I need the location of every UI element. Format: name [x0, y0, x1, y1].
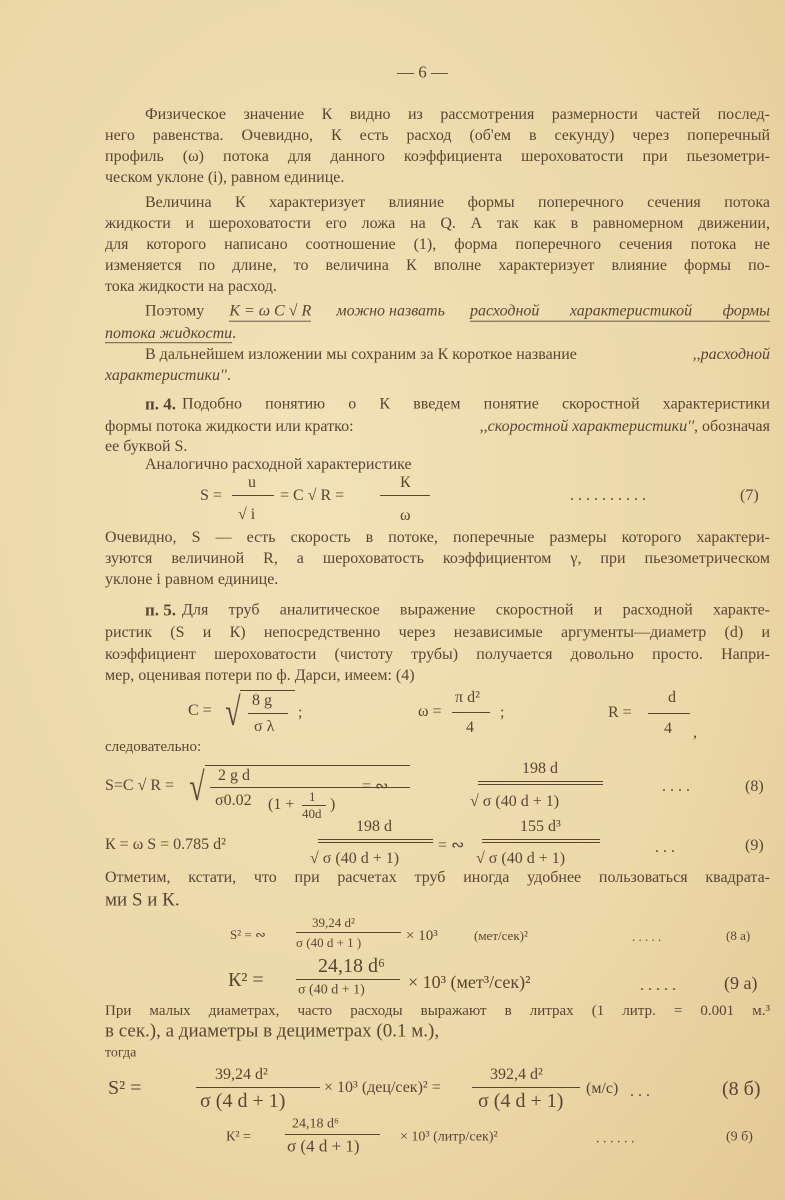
text: Подобно понятию о К введем понятие скоростной характеристики [182, 395, 770, 413]
paragraph-11-line: При малых диаметрах, часто расходы выражают в литрах (1 литр. = 0.001 м.³ [105, 1002, 770, 1019]
equation-label: (9 а) [724, 973, 758, 994]
eq-multiplier-unit: × 10³ (мет³/сек)² [408, 972, 531, 993]
eq-denominator: σ (4 d + 1) [287, 1136, 360, 1156]
eq-denominator: √ i [238, 506, 256, 524]
page-number: — 6 — [397, 62, 448, 82]
fraction-bar [318, 839, 433, 843]
text: Поэтому [145, 302, 205, 320]
fraction-bar [472, 1087, 580, 1088]
paragraph-10-line: ми S и К. [105, 889, 180, 911]
eq-numerator: π d² [455, 689, 480, 707]
eq-numerator: 8 g [252, 692, 272, 710]
eq-numerator: 155 d³ [520, 818, 561, 836]
eq-lhs: R = [608, 704, 632, 722]
paragraph-1-line: профиль (ω) потока для данного коэффициента шероховатости при пьезометри- [105, 148, 770, 166]
leader-dots: . . . . [662, 778, 690, 796]
paragraph-4-line [105, 367, 231, 385]
eq-multiplier: × 10³ [406, 927, 438, 944]
paragraph-5-line [145, 396, 770, 415]
fraction-bar [296, 932, 401, 933]
eq-numerator: d [668, 689, 676, 707]
equation-label: (8 б) [722, 1078, 761, 1100]
paragraph-2-line: изменяется по длине, то величина К вполне характеризует влияние формы по- [105, 257, 770, 275]
paragraph-3-line [105, 325, 236, 343]
eq-denominator: σ (40 d + 1) [298, 982, 365, 998]
separator: ; [298, 704, 303, 722]
text: В дальнейшем изложении мы сохраним за К короткое название [145, 346, 577, 364]
leader-dots: . . . [655, 839, 675, 857]
eq-denominator: ω [400, 507, 411, 525]
equation-label: (9 б) [726, 1129, 753, 1145]
paragraph-2-line: Величина К характеризует влияние формы поперечного сечения потока [145, 194, 770, 212]
radical-overline [240, 690, 295, 691]
separator: ; [500, 704, 505, 722]
eq-lhs: К² = [226, 1129, 251, 1145]
equation-label: (9) [745, 837, 764, 855]
fraction-bar [302, 805, 326, 806]
eq-denominator: ) [330, 796, 336, 814]
eq-denominator: σ (40 d + 1 ) [296, 934, 362, 950]
text: . [232, 325, 237, 343]
eq-unit: (мет/сек)² [474, 927, 528, 943]
section-number: п. 4. [145, 394, 177, 414]
paragraph-1-line: него равенства. Очевидно, К есть расход (об'ем в секунду) через поперечный [105, 127, 770, 145]
text: , обозначая [694, 418, 770, 436]
text: Для труб аналитическое выражение скоростной и расходной характе- [182, 601, 770, 619]
paragraph-7-line: зуются величиной R, а шероховатость коэффициентом γ, при пьезометрическом [105, 550, 770, 568]
eq-numerator: 39,24 d² [215, 1066, 268, 1084]
paragraph-10-line: Отметим, кстати, что при расчетах труб иногда удобнее пользоваться квадрата- [105, 869, 770, 887]
text: . [226, 367, 231, 385]
fraction-bar [452, 712, 490, 713]
eq-lhs: ω = [418, 703, 442, 721]
paragraph-8-line: коэффициент шероховатости (чистоту трубы) получается довольно просто. Напри- [105, 646, 770, 664]
paragraph-7-line: уклоне i равном единице. [105, 571, 279, 589]
italic-emphasis: расходной характеристикой формы [469, 302, 770, 320]
radical-overline [205, 765, 410, 766]
eq-denominator: 4 [466, 719, 474, 737]
section-number: п. 5. [145, 600, 177, 620]
paragraph-5-line [105, 418, 770, 436]
eq-lhs: S² = [108, 1077, 142, 1099]
eq-lhs: S=C √ R = [105, 777, 175, 795]
eq-lhs: S = [200, 487, 222, 505]
eq-numerator: 392,4 d² [490, 1066, 543, 1084]
italic-term: ,,скоростной характеристики'' [479, 418, 694, 436]
fraction-bar [285, 1134, 380, 1135]
eq-numerator: 2 g d [218, 767, 250, 785]
fraction-bar [210, 787, 410, 788]
eq-multiplier-unit: × 10³ (литр/сек)² [400, 1129, 498, 1145]
eq-small-numerator: 1 [309, 788, 316, 804]
leader-dots: . . . . . [632, 928, 662, 944]
eq-denominator: (1 + [268, 796, 295, 814]
equation-label: (8) [745, 778, 764, 796]
eq-denominator: √ σ (40 d + 1) [470, 793, 560, 811]
eq-numerator: u [248, 474, 256, 492]
sqrt-icon: √ [189, 764, 205, 809]
eq-lhs: C = [188, 702, 212, 720]
fraction-bar [482, 839, 600, 843]
paragraph-4-line [145, 346, 770, 364]
paragraph-8-line [145, 602, 770, 621]
fraction-bar [196, 1087, 320, 1088]
italic-term: характеристики'' [105, 367, 227, 385]
eq-multiplier-unit: × 10³ (дец/сек)² = [324, 1079, 441, 1097]
equation-label: (7) [740, 487, 759, 505]
fraction-bar [478, 781, 603, 785]
eq-denominator: σ0.02 [215, 792, 252, 810]
paragraph-2-line: жидкости и шероховатости его ложа на Q. А так как в равномерном движении, [105, 215, 770, 233]
equation-label: (8 а) [726, 927, 751, 943]
italic-term: ,,расходной [692, 346, 770, 364]
eq-denominator: √ σ (40 d + 1) [310, 850, 400, 868]
paragraph-2-line: для которого написано соотношение (1), форма поперечного сечения потока не [105, 236, 770, 254]
eq-numerator: 24,18 d⁶ [292, 1116, 339, 1132]
eq-numerator: 24,18 d⁶ [318, 955, 385, 977]
leader-dots: . . . . . . [596, 1131, 635, 1147]
fraction-bar [380, 495, 430, 496]
paragraph-2-line: тока жидкости на расход. [105, 278, 277, 296]
fraction-bar [232, 495, 274, 496]
eq-small-denominator: 40d [302, 805, 322, 821]
paragraph-11-line: тогда [105, 1045, 137, 1061]
eq-lhs: К = ω S = 0.785 d² [105, 836, 226, 854]
separator: , [693, 724, 697, 742]
eq-denominator: σ (4 d + 1) [478, 1090, 564, 1112]
paragraph-8-line: ристик (S и К) непосредственно через независимые аргументы—диаметр (d) и [105, 624, 770, 642]
eq-denominator: σ λ [254, 718, 275, 736]
eq-numerator: 198 d [522, 760, 558, 778]
eq-numerator: 39,24 d² [312, 914, 355, 930]
approx-sign: = ∾ [438, 837, 465, 855]
sqrt-icon: √ [225, 689, 241, 734]
eq-denominator: σ (4 d + 1) [200, 1090, 286, 1112]
paragraph-8-line: мер, оценивая потери по ф. Дарси, имеем: (4) [105, 667, 415, 685]
paragraph-11-line: в сек.), а диаметры в дециметрах (0.1 м.), [105, 1020, 440, 1042]
leader-dots: . . . [630, 1083, 650, 1101]
leader-dots: . . . . . . . . . . [570, 487, 646, 505]
text: формы потока жидкости или кратко: [105, 418, 354, 436]
eq-lhs: S² = ∾ [230, 926, 266, 942]
fraction-bar [248, 713, 288, 714]
approx-sign: = ∾ [362, 778, 389, 796]
fraction-bar [296, 979, 400, 980]
eq-lhs: К² = [228, 969, 264, 991]
eq-denominator: √ σ (40 d + 1) [476, 850, 566, 868]
paragraph-1-line: ческом уклоне (i), равном единице. [105, 169, 345, 187]
eq-unit: (м/с) [586, 1080, 619, 1098]
leader-dots: . . . . . [640, 977, 676, 995]
fraction-bar [648, 713, 690, 714]
eq-denominator: 4 [664, 720, 672, 738]
paragraph-3-line [145, 303, 770, 322]
formula-k: К = ω C √ R [229, 302, 312, 320]
eq-numerator: К [400, 474, 411, 492]
paragraph-9: следовательно: [105, 738, 202, 755]
paragraph-1-line: Физическое значение К видно из рассмотрения размерности частей послед- [145, 106, 770, 124]
italic-emphasis: потока жидкости [105, 325, 233, 343]
paragraph-7-line: Очевидно, S — есть скорость в потоке, поперечные размеры которого характери- [105, 529, 770, 547]
text: можно назвать [336, 302, 445, 320]
paragraph-5-line: ее буквой S. [105, 438, 188, 456]
paragraph-6: Аналогично расходной характеристике [145, 456, 412, 474]
eq-middle: = C √ R = [280, 487, 345, 505]
eq-numerator: 198 d [356, 818, 392, 836]
